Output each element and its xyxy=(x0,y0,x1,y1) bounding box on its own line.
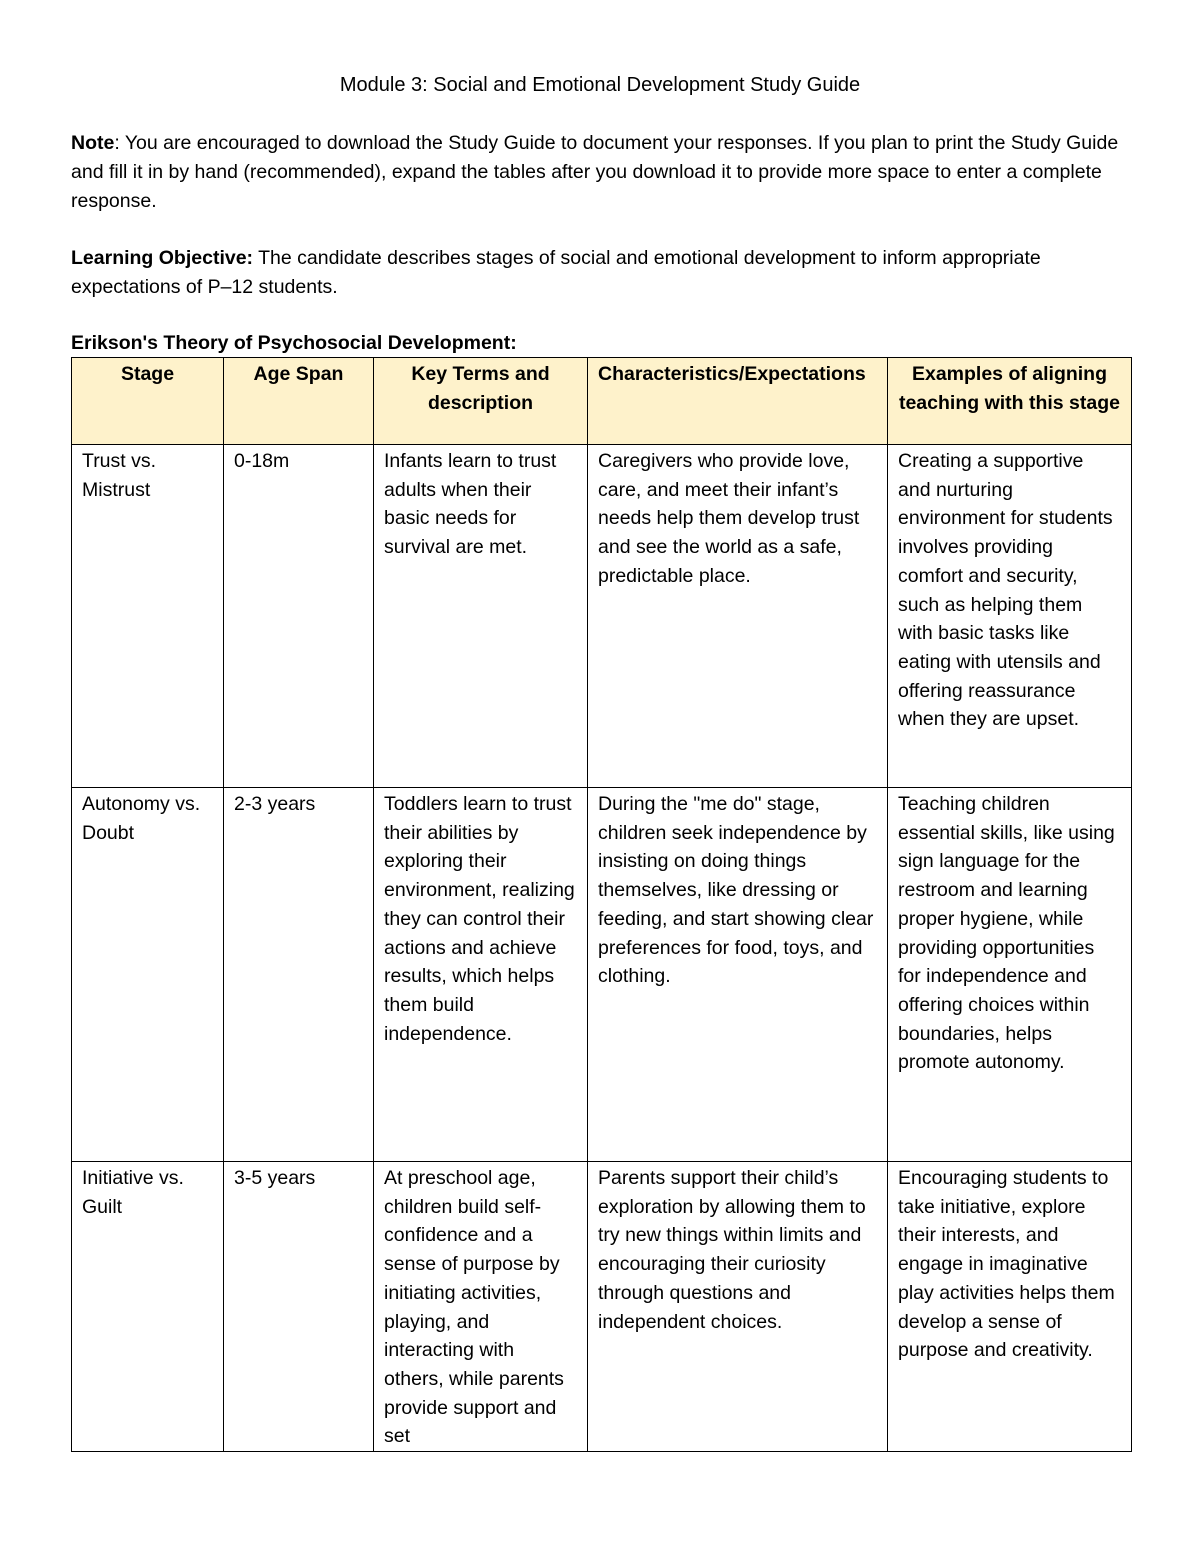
cell-characteristics: During the "me do" stage, children seek independence by insisting on doing things themselves, like dressing or feeding, and start showing clear preferences for food, toys, and clothing. xyxy=(588,788,888,1162)
cell-stage: Autonomy vs. Doubt xyxy=(72,788,224,1162)
cell-key-terms: Toddlers learn to trust their abilities by exploring their environment, realizing they can control their actions and achieve results, which helps them build independence. xyxy=(374,788,588,1162)
erikson-stages-table xyxy=(71,357,1132,1452)
cell-characteristics: Parents support their child’s exploration by allowing them to try new things within limits and encouraging their curiosity through questions and independent choices. xyxy=(588,1162,888,1452)
header-key-terms: Key Terms and description xyxy=(374,358,588,445)
table-row xyxy=(72,445,1132,788)
objective-text: The candidate describes stages of social and emotional development to inform appropriate expectations of P–12 students. xyxy=(71,247,1041,298)
table-header-row xyxy=(72,358,1132,445)
cell-examples: Creating a supportive and nurturing environment for students involves providing comfort and security, such as helping them with basic tasks like eating with utensils and offering reassurance when they are upset. xyxy=(888,445,1132,788)
learning-objective-paragraph xyxy=(71,244,1131,302)
cell-key-terms: Infants learn to trust adults when their basic needs for survival are met. xyxy=(374,445,588,788)
objective-label: Learning Objective: xyxy=(71,247,254,269)
cell-stage: Trust vs. Mistrust xyxy=(72,445,224,788)
table-row xyxy=(72,788,1132,1162)
header-stage: Stage xyxy=(72,358,224,445)
section-heading: Erikson's Theory of Psychosocial Development: xyxy=(71,332,517,354)
header-age-span: Age Span xyxy=(224,358,374,445)
table-row xyxy=(72,1162,1132,1452)
header-characteristics: Characteristics/Expectations xyxy=(588,358,888,445)
note-paragraph xyxy=(71,129,1131,216)
cell-age-span: 2-3 years xyxy=(224,788,374,1162)
cell-age-span: 0-18m xyxy=(224,445,374,788)
cell-stage: Initiative vs. Guilt xyxy=(72,1162,224,1452)
note-label: Note xyxy=(71,132,115,154)
cell-characteristics: Caregivers who provide love, care, and meet their infant’s needs help them develop trust and see the world as a safe, predictable place. xyxy=(588,445,888,788)
cell-age-span: 3-5 years xyxy=(224,1162,374,1452)
header-examples: Examples of aligning teaching with this stage xyxy=(888,358,1132,445)
note-text: : You are encouraged to download the Study Guide to document your responses. If you plan to print the Study Guide and fill it in by hand (recommended), expand the tables after you download it to provide more space to enter a complete response. xyxy=(71,132,1119,212)
cell-key-terms: At preschool age, children build self-confidence and a sense of purpose by initiating activities, playing, and interacting with others, while parents provide support and set xyxy=(374,1162,588,1452)
page-title: Module 3: Social and Emotional Development Study Guide xyxy=(339,74,861,96)
cell-examples: Encouraging students to take initiative, explore their interests, and engage in imaginative play activities helps them develop a sense of purpose and creativity. xyxy=(888,1162,1132,1452)
cell-examples: Teaching children essential skills, like using sign language for the restroom and learning proper hygiene, while providing opportunities for independence and offering choices within boundaries, helps promote autonomy. xyxy=(888,788,1132,1162)
